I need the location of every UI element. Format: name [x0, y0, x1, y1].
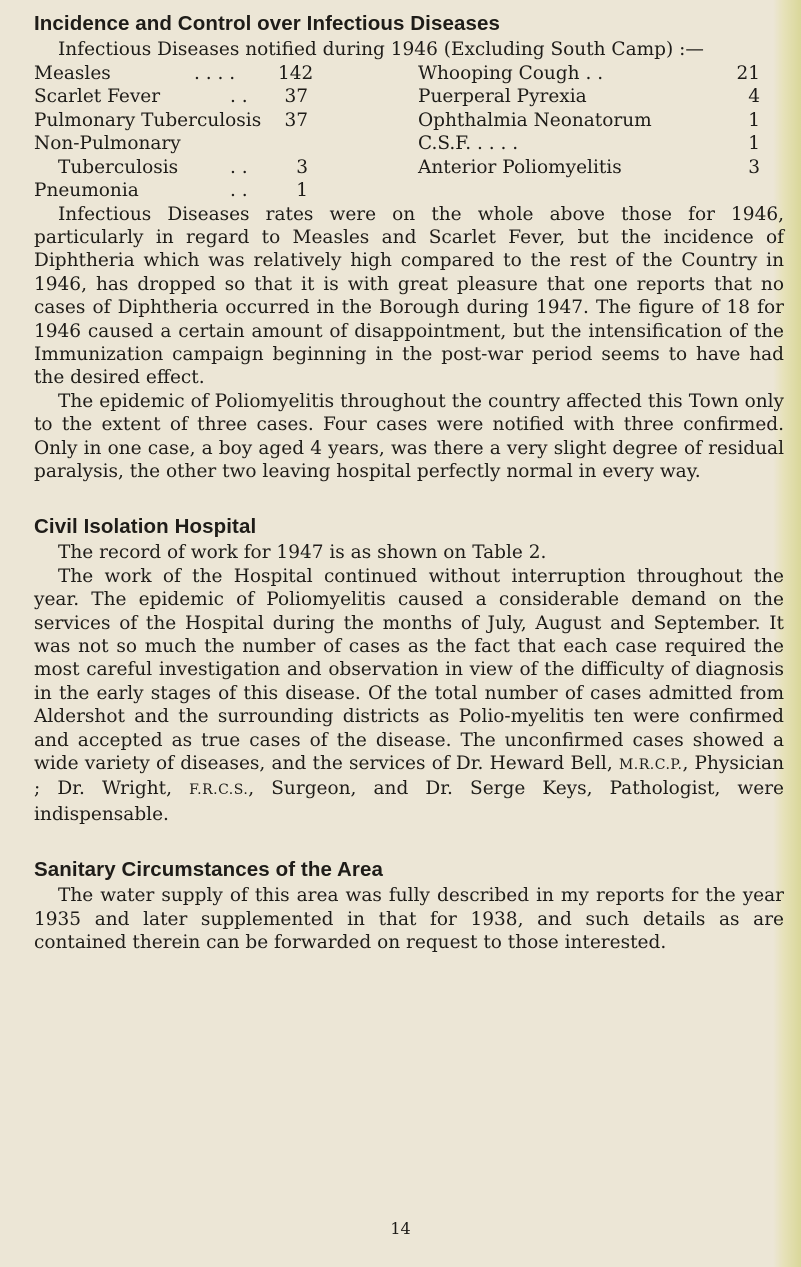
disease-csf: C.S.F. . . . .	[418, 133, 519, 154]
disease-puerperal-pyrexia: Puerperal Pyrexia	[418, 86, 587, 107]
dot-leader: . .	[230, 180, 248, 201]
dot-leader: . . . .	[194, 62, 236, 84]
disease-anterior-poliomyelitis: Anterior Poliomyelitis	[418, 156, 622, 178]
count-scarlet-fever: 37	[284, 86, 308, 107]
disease-scarlet-fever: Scarlet Fever	[34, 86, 161, 107]
disease-whooping-cough: Whooping Cough . .	[418, 62, 604, 84]
paragraph-infectious-rates: Infectious Diseases rates were on the whole above those for 1946, particularly in regard to Measles and Scarlet Fever, but the incidence of Diphtheria which was relatively high compared to the rest of the Country in 1946, has dropped so that it is with great pleasure that one reports that no cases of Diphtheria occurred in the Borough during 1947. The figure of 18 for 1946 caused a certain amount of disappointment, but the intensification of the Immunization campaign beginning in the post-war period seems to have had the desired effect.	[34, 203, 784, 389]
count-puerperal-pyrexia: 4	[748, 86, 760, 107]
text-run: , Physician ; Dr. Wright,	[34, 753, 784, 800]
section-heading-infectious-diseases: Incidence and Control over Infectious Diseases	[34, 12, 500, 35]
count-csf: 1	[748, 133, 760, 154]
section-heading-sanitary-circumstances: Sanitary Circumstances of the Area	[34, 858, 383, 882]
count-non-pulmonary-tuberculosis: 3	[296, 156, 308, 178]
count-measles: 142	[278, 62, 314, 84]
count-ophthalmia-neonatorum: 1	[748, 109, 760, 131]
section-heading-civil-isolation-hospital: Civil Isolation Hospital	[34, 515, 257, 539]
notification-list	[34, 62, 784, 220]
qualification-frcs: F.R.C.S.	[189, 782, 249, 799]
disease-measles: Measles	[34, 62, 111, 84]
disease-non-pulmonary: Non-Pulmonary	[34, 133, 181, 154]
document-page	[34, 10, 784, 954]
paragraph-water-supply: The water supply of this area was fully described in my reports for the year 1935 and later supplemented in that for 1938, and such details as are contained therein can be forwarded on request to those interested.	[34, 885, 784, 954]
disease-pneumonia: Pneumonia	[34, 180, 139, 201]
count-whooping-cough: 21	[736, 62, 760, 84]
disease-ophthalmia-neonatorum: Ophthalmia Neonatorum	[418, 109, 652, 131]
paragraph-hospital-work	[34, 565, 784, 826]
page-number: 14	[390, 1219, 411, 1238]
text-run: , Surgeon, and Dr. Serge Keys, Pathologist, were indispensable.	[34, 778, 784, 825]
disease-pulmonary-tuberculosis: Pulmonary Tuberculosis	[34, 109, 262, 131]
dot-leader: . .	[230, 156, 248, 178]
paragraph-record-of-work: The record of work for 1947 is as shown on Table 2.	[58, 542, 547, 564]
qualification-mrcp: M.R.C.P.	[618, 757, 683, 774]
notification-intro: Infectious Diseases notified during 1946 (Excluding South Camp) :—	[58, 39, 704, 60]
count-anterior-poliomyelitis: 3	[748, 156, 760, 178]
dot-leader: . .	[230, 86, 248, 107]
text-run: The work of the Hospital continued without interruption throughout the year. The epidemic of Poliomyelitis caused a considerable demand on the services of the Hospital during the months of July, August and September. It was not so much the number of cases as the fact that each case required the most careful investigation and observation in view of the difficulty of diagnosis in the early stages of this disease. Of the total number of cases admitted from Aldershot and the surrounding districts as Polio-myelitis ten were confirmed and accepted as true cases of the disease. The unconfirmed cases showed a wide variety of diseases, and the services of Dr. Heward Bell,	[34, 565, 784, 775]
disease-tuberculosis: Tuberculosis	[58, 156, 179, 178]
count-pulmonary-tuberculosis: 37	[284, 109, 308, 131]
paragraph-poliomyelitis-epidemic: The epidemic of Poliomyelitis throughout the country affected this Town only to the extent of three cases. Four cases were notified with three confirmed. Only in one case, a boy aged 4 years, was there a very slight degree of residual paralysis, the other two leaving hospital perfectly normal in every way.	[34, 390, 784, 482]
count-pneumonia: 1	[296, 180, 308, 201]
